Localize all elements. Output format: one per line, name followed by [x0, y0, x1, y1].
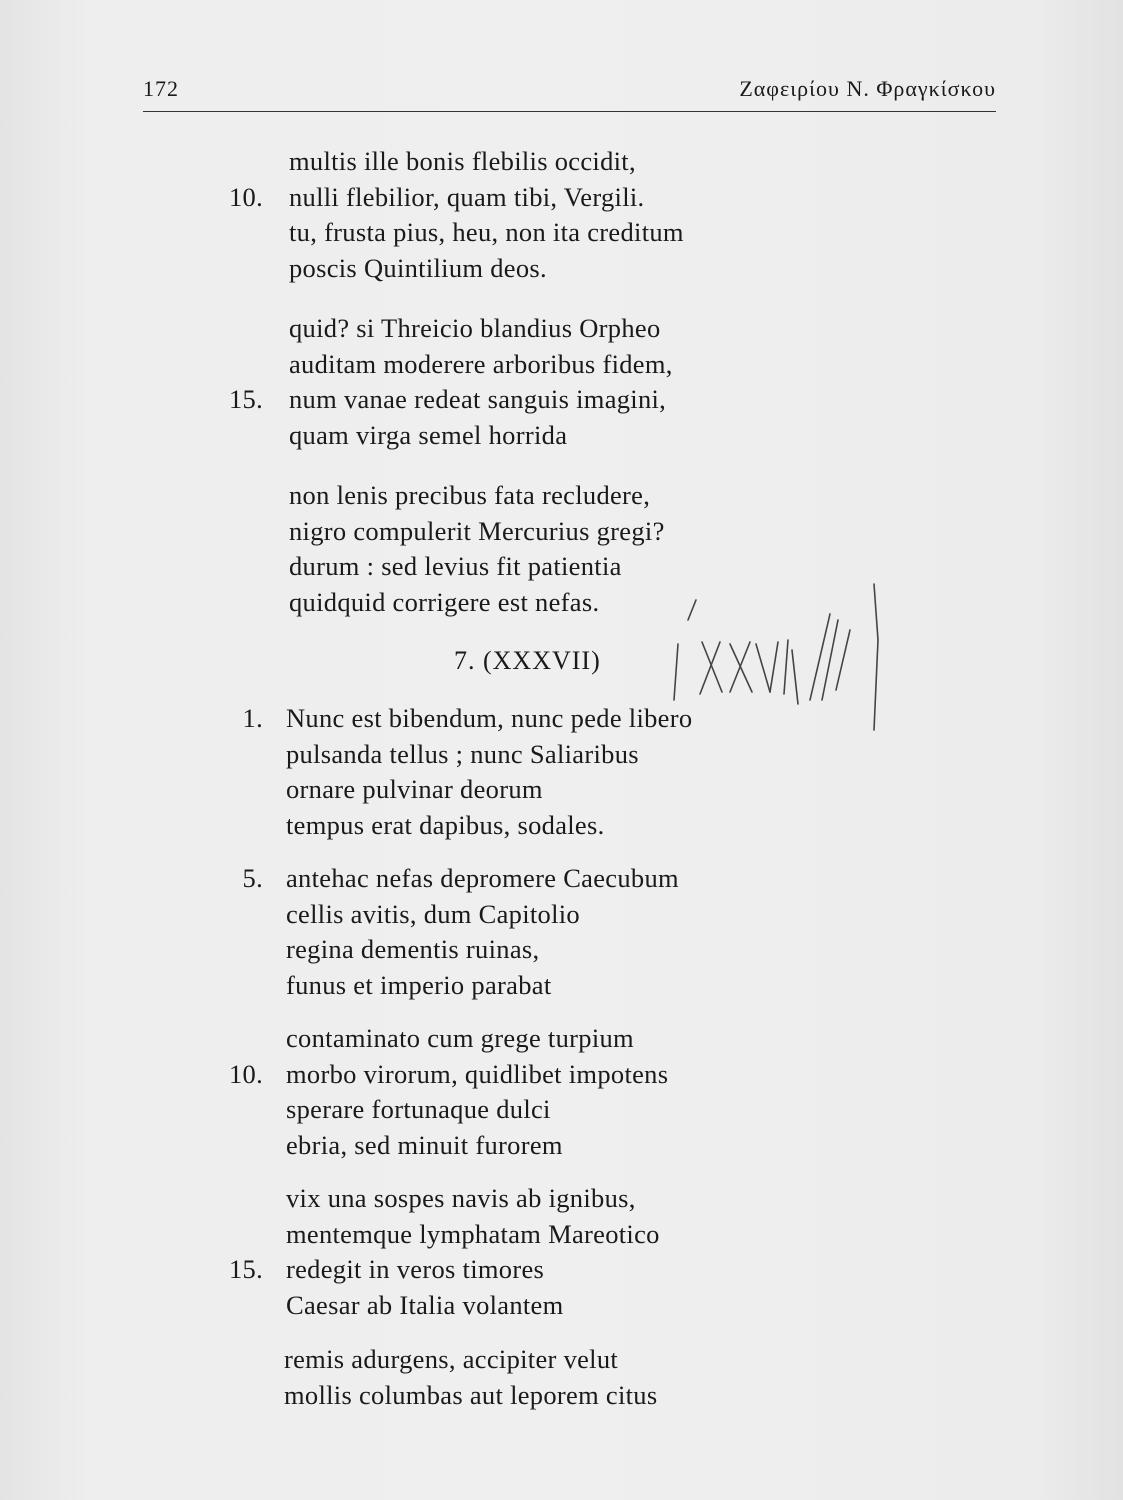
verse-text: tu, frusta pius, heu, non ita creditum — [289, 217, 684, 247]
verse-line — [0, 144, 1123, 180]
verse-line — [0, 549, 1123, 585]
verse-line — [0, 215, 1123, 251]
verse-line — [0, 1057, 1123, 1093]
verse-text: redegit in veros timores — [286, 1254, 545, 1284]
verse-text: morbo virorum, quidlibet impotens — [286, 1058, 669, 1089]
line-number: 10. — [228, 1058, 263, 1089]
verse-line — [0, 1021, 1123, 1057]
verse-text: vix una sospes navis ab ignibus, — [286, 1183, 636, 1213]
verse-text: mollis columbas aut leporem citus — [284, 1379, 658, 1410]
verse-text: quid? si Threicio blandius Orpheo — [289, 313, 661, 343]
verse-text: Caesar ab Italia volantem — [286, 1289, 564, 1320]
verse-line — [0, 1252, 1123, 1288]
verse-line — [0, 251, 1123, 287]
verse-text: contaminato cum grege turpium — [286, 1023, 634, 1053]
verse-line — [0, 382, 1123, 418]
verse-text: mentemque lymphatam Mareotico — [286, 1218, 660, 1249]
verse-text: auditam moderere arboribus fidem, — [289, 348, 673, 379]
verse-text: funus et imperio parabat — [286, 969, 552, 1000]
verse-line — [0, 1342, 1123, 1378]
line-number: 15. — [228, 384, 263, 414]
line-number: 15. — [228, 1254, 263, 1284]
verse-text: poscis Quintilium deos. — [289, 252, 547, 283]
verse-text: nigro compulerit Mercurius gregi? — [289, 515, 665, 546]
verse-line — [0, 514, 1123, 550]
verse-text: multis ille bonis flebilis occidit, — [289, 146, 636, 176]
verse-line — [0, 585, 1123, 621]
page-number: 172 — [143, 76, 179, 101]
verse-line — [0, 1217, 1123, 1253]
stanza — [0, 311, 1123, 453]
line-number: 1. — [242, 703, 263, 733]
verse-text: Nunc est bibendum, nunc pede libero — [286, 703, 693, 733]
verse-line — [0, 808, 1123, 844]
stanza — [0, 144, 1123, 286]
verse-line — [0, 932, 1123, 968]
verse-text: ebria, sed minuit furorem — [286, 1129, 563, 1160]
verse-line — [0, 1378, 1123, 1414]
verse-line — [0, 347, 1123, 383]
verse-text: quidquid corrigere est nefas. — [289, 586, 600, 617]
verse-line — [0, 418, 1123, 454]
line-number: 5. — [242, 863, 263, 893]
verse-line — [0, 478, 1123, 514]
stanza — [0, 1021, 1123, 1163]
running-head: Ζαφειρίου Ν. Φραγκίσκου — [739, 76, 996, 101]
verse-line — [0, 701, 1123, 737]
verse-text: ornare pulvinar deorum — [286, 774, 543, 804]
verse-line — [0, 1128, 1123, 1164]
verse-text: nulli flebilior, quam tibi, Vergili. — [289, 181, 645, 212]
verse-line — [0, 861, 1123, 897]
verse-text: tempus erat dapibus, sodales. — [286, 809, 605, 840]
verse-line — [0, 311, 1123, 347]
stanza — [0, 701, 1123, 843]
stanza — [0, 1181, 1123, 1323]
verse-text: quam virga semel horrida — [289, 419, 568, 450]
verse-text: pulsanda tellus ; nunc Saliaribus — [286, 738, 639, 769]
verse-line — [0, 737, 1123, 773]
verse-text: regina dementis ruinas, — [286, 934, 540, 964]
verse-line — [0, 1288, 1123, 1324]
verse-text: non lenis precibus fata recludere, — [289, 480, 651, 510]
header-rule — [143, 111, 996, 112]
verse-line — [0, 180, 1123, 216]
verse-line — [0, 968, 1123, 1004]
page-header — [143, 76, 996, 106]
verse-line — [0, 897, 1123, 933]
verse-text: num vanae redeat sanguis imagini, — [289, 384, 667, 414]
verse-text: antehac nefas depromere Caecubum — [286, 863, 679, 893]
verse-text: remis adurgens, accipiter velut — [284, 1344, 619, 1374]
line-number: 10. — [228, 181, 263, 212]
verse-text: sperare fortunaque dulci — [286, 1094, 551, 1124]
verse-line — [0, 772, 1123, 808]
stanza — [0, 1342, 1123, 1413]
stanza — [0, 861, 1123, 1003]
verse-line — [0, 1181, 1123, 1217]
stanza — [0, 478, 1123, 620]
verse-line — [0, 1092, 1123, 1128]
ode-heading: 7. (XXXVII) — [454, 646, 601, 675]
verse-text: durum : sed levius fit patientia — [289, 551, 622, 581]
verse-text: cellis avitis, dum Capitolio — [286, 898, 580, 929]
